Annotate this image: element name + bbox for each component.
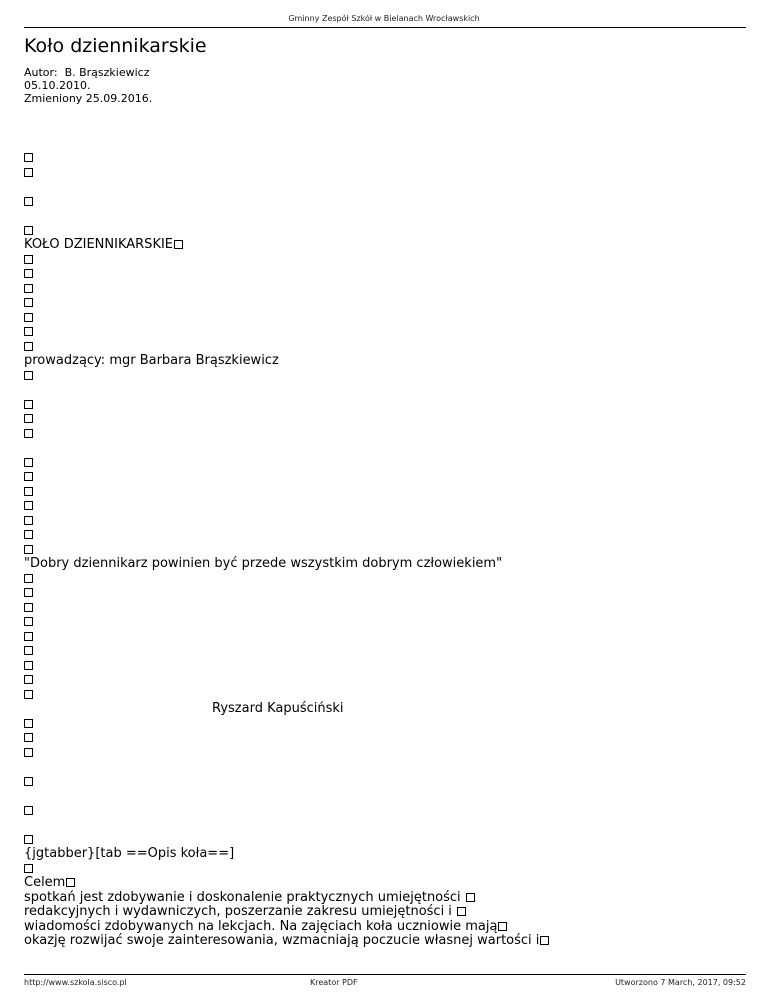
missing-glyph-icon (24, 661, 33, 670)
article-title: Koło dziennikarskie (24, 35, 207, 57)
missing-glyph-icon (24, 269, 33, 278)
missing-glyph-icon (24, 342, 33, 351)
missing-glyph-icon (24, 414, 33, 423)
body-text-3: redakcyjnych i wydawniczych, poszerzanie zakresu umiejętności i (24, 904, 457, 919)
missing-glyph-icon (24, 748, 33, 757)
missing-glyph-icon (24, 675, 33, 684)
missing-glyph-icon (24, 806, 33, 815)
header-rule (24, 27, 746, 28)
body-text-5: okazję rozwijać swoje zainteresowania, wzmacniają poczucie własnej wartości i (24, 933, 540, 948)
missing-glyph-icon (24, 516, 33, 525)
footer-rule (24, 974, 746, 975)
author-line: Autor: B. Brąszkiewicz (24, 66, 150, 79)
club-heading: KOŁO DZIENNIKARSKIE (24, 237, 174, 252)
missing-glyph-icon (24, 255, 33, 264)
missing-glyph-icon (24, 458, 33, 467)
missing-glyph-icon (24, 835, 33, 844)
missing-glyph-icon (24, 733, 33, 742)
page-header: Gminny Zespół Szkół w Bielanach Wrocławskich (288, 14, 480, 23)
missing-glyph-icon (24, 777, 33, 786)
modified-date: Zmieniony 25.09.2016. (24, 92, 153, 105)
missing-glyph-icon (66, 878, 75, 887)
missing-glyph-icon (24, 501, 33, 510)
missing-glyph-icon (24, 400, 33, 409)
missing-glyph-icon (24, 197, 33, 206)
missing-glyph-icon (540, 936, 549, 945)
missing-glyph-icon (24, 168, 33, 177)
missing-glyph-icon (24, 545, 33, 554)
missing-glyph-icon (24, 472, 33, 481)
article-meta (24, 66, 152, 105)
missing-glyph-icon (498, 922, 507, 931)
missing-glyph-icon (24, 313, 33, 322)
missing-glyph-icon (24, 226, 33, 235)
tabber-code: {jgtabber}[tab ==Opis koła==] (24, 846, 235, 861)
missing-glyph-icon (24, 429, 33, 438)
missing-glyph-icon (174, 240, 183, 249)
footer-generator: Kreator PDF (310, 978, 358, 987)
missing-glyph-icon (24, 284, 33, 293)
article-body (24, 151, 724, 949)
footer-url[interactable]: http://www.szkola.sisco.pl (24, 978, 127, 987)
missing-glyph-icon (24, 690, 33, 699)
body-text-4: wiadomości zdobywanych na lekcjach. Na zajęciach koła uczniowie mają (24, 918, 498, 934)
quote-author: Ryszard Kapuściński (212, 701, 344, 716)
body-text-1: Celem (24, 875, 66, 890)
missing-glyph-icon (466, 893, 475, 902)
missing-glyph-icon (24, 646, 33, 655)
missing-glyph-icon (24, 574, 33, 583)
body-text-2: spotkań jest zdobywanie i doskonalenie praktycznych umiejętności (24, 889, 465, 905)
missing-glyph-icon (24, 719, 33, 728)
missing-glyph-icon (24, 864, 33, 873)
missing-glyph-icon (24, 327, 33, 336)
missing-glyph-icon (24, 153, 33, 162)
missing-glyph-icon (24, 530, 33, 539)
footer-created: Utworzono 7 March, 2017, 09:52 (615, 978, 746, 987)
teacher-line: prowadzący: mgr Barbara Brąszkiewicz (24, 353, 279, 368)
created-date: 05.10.2010. (24, 79, 91, 92)
missing-glyph-icon (24, 371, 33, 380)
quote-line: "Dobry dziennikarz powinien być przede wszystkim dobrym człowiekiem" (24, 556, 503, 571)
missing-glyph-icon (24, 298, 33, 307)
missing-glyph-icon (24, 603, 33, 612)
missing-glyph-icon (24, 632, 33, 641)
missing-glyph-icon (457, 907, 466, 916)
missing-glyph-icon (24, 487, 33, 496)
missing-glyph-icon (24, 588, 33, 597)
missing-glyph-icon (24, 617, 33, 626)
